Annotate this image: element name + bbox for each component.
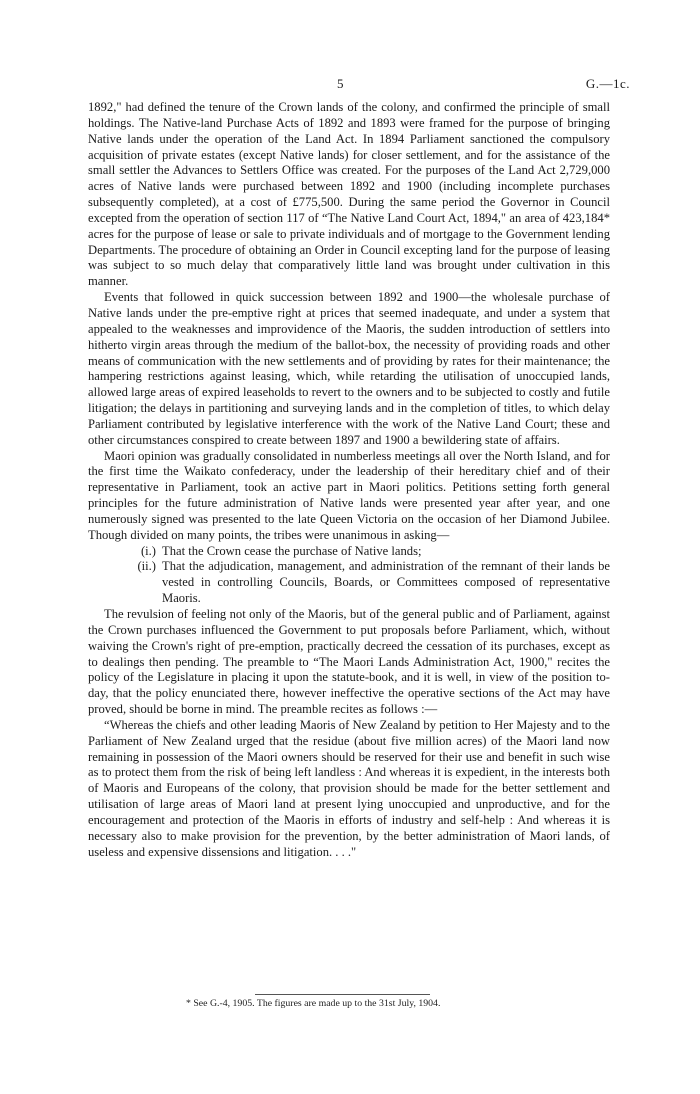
requests-list (88, 544, 610, 607)
list-item-number: (ii.) (137, 559, 156, 574)
list-item-number: (i.) (140, 543, 156, 558)
paragraph-revulsion: The revulsion of feeling not only of the Maoris, but of the general public and of Parliament, against the Crown purchases influenced the Government to put proposals before Parliament, which, without waiving the Crown's right of pre-emption, practically decreed the cessation of its purchases, except as to dealings then pending. The preamble to “The Maori Lands Administration Act, 1900," recites the policy of the Legislature in placing it upon the statute-book, and it is well, in view of the position to-day, that the policy enunciated there, however ineffective the operative sections of the Act may have proved, should be borne in mind. The preamble recites as follows :— (88, 607, 610, 717)
list-item (88, 544, 610, 560)
list-item (88, 559, 610, 607)
paragraph-land-acts: 1892," had defined the tenure of the Crown lands of the colony, and confirmed the principle of small holdings. The Native-land Purchase Acts of 1892 and 1893 were framed for the purpose of bringing Native lands under the operation of the Land Act. In 1894 Parliament sanctioned the compulsory acquisition of private estates (except Native lands) for closer settlement, and for the assistance of the small settler the Advances to Settlers Office was created. For the purposes of the Land Act 2,729,000 acres of Native lands were purchased between 1892 and 1900 (including incomplete purchases subsequently completed), at a cost of £775,500. During the same period the Governor in Council excepted from the operation of section 117 of “The Native Land Court Act, 1894," an area of 423,184* acres for the purpose of lease or sale to private individuals and of mortgage to the Government lending Departments. The procedure of obtaining an Order in Council excepting land for the purpose of leasing was subject to so much delay that comparatively little land was brought under cultivation in this manner. (88, 100, 610, 289)
paragraph-maori-opinion: Maori opinion was gradually consolidated in numberless meetings all over the North Island, and for the first time the Waikato confederacy, under the leadership of their hereditary chief and of their representative in Parliament, took an active part in Maori politics. Petitions setting forth general principles for the future administration of Native lands were presented year after year, and one numerously signed was presented to the late Queen Victoria on the occasion of her Diamond Jubilee. Though divided on many points, the tribes were unanimous in asking— (88, 448, 610, 542)
list-item-text: That the Crown cease the purchase of Native lands; (162, 543, 422, 558)
document-reference: G.—1c. (585, 76, 630, 91)
paragraph-events: Events that followed in quick succession between 1892 and 1900—the wholesale purchase of Native lands under the pre-emptive right at prices that seemed inadequate, and under a system that appealed to the weaknesses and improvidence of the Maoris, the sudden introduction of settlers into hitherto virgin areas through the medium of the ballot-box, the necessity of providing roads and other means of communication with the new settlements and of providing by rates for their maintenance; the hampering restrictions against leasing, which, while retarding the utilisation of unoccupied lands, allowed large areas of expired leaseholds to revert to the owners and to be subjected to costly and futile litigation; the delays in partitioning and surveying lands and in the completion of titles, to which delay Parliament contributed by legislative interference with the work of the Native Land Court; these and other circumstances conspired to create between 1897 and 1900 a bewildering state of affairs. (88, 290, 610, 447)
footnote-divider (255, 994, 430, 995)
page-header (0, 76, 700, 94)
list-item-text: That the adjudication, management, and administration of the remnant of their lands be vested in controlling Councils, Boards, or Committees composed of representative Maoris. (162, 559, 610, 606)
body-text (88, 100, 610, 861)
page-number: 5 (337, 76, 344, 91)
paragraph-preamble-quote: “Whereas the chiefs and other leading Maoris of New Zealand by petition to Her Majesty and to the Parliament of New Zealand urged that the residue (about five million acres) of the Maori land now remaining in possession of the Maori owners should be reserved for their use and benefit in such wise as to protect them from the risk of being left landless : And whereas it is expedient, in the interests both of Maoris and Europeans of the colony, that provision should be made for the better settlement and utilisation of large areas of Maori land at present lying unoccupied and unproductive, and for the encouragement and protection of the Maoris in efforts of industry and self-help : And whereas it is necessary also to make provision for the prevention, by the better administration of Maori lands, of useless and expensive dissensions and litigation. . . ." (88, 717, 610, 859)
footnote: * See G.-4, 1905. The figures are made up to the 31st July, 1904. (186, 998, 441, 1009)
